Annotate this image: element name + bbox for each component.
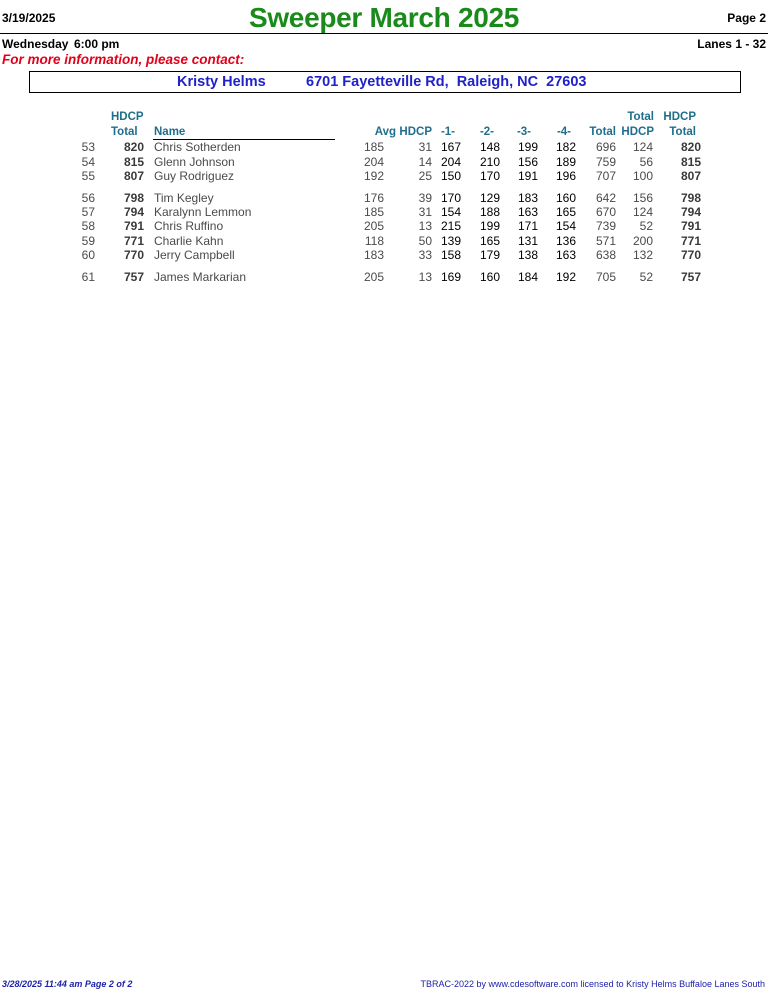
cell-avg: 205 — [363, 219, 384, 233]
cell-game-3: 163 — [517, 205, 538, 219]
cell-hdcp-total: 771 — [123, 234, 144, 248]
cell-bowler-name: Karalynn Lemmon — [154, 205, 252, 219]
cell-game-4: 182 — [555, 140, 576, 154]
cell-game-3: 138 — [517, 248, 538, 262]
cell-place: 60 — [81, 248, 95, 262]
footer-print-info: 3/28/2025 11:44 am Page 2 of 2 — [2, 979, 133, 989]
cell-game-1: 154 — [440, 205, 461, 219]
cell-place: 59 — [81, 234, 95, 248]
cell-avg: 185 — [363, 140, 384, 154]
cell-hdcp-total: 815 — [123, 155, 144, 169]
cell-total: 638 — [595, 248, 616, 262]
cell-place: 54 — [81, 155, 95, 169]
col-hdcp-total2-bottom: Total — [669, 126, 696, 138]
cell-final-total: 815 — [680, 155, 701, 169]
cell-game-3: 131 — [517, 234, 538, 248]
cell-total-hdcp: 124 — [632, 140, 653, 154]
cell-place: 58 — [81, 219, 95, 233]
cell-place: 57 — [81, 205, 95, 219]
cell-avg: 176 — [363, 191, 384, 205]
cell-total: 642 — [595, 191, 616, 205]
cell-game-4: 163 — [555, 248, 576, 262]
cell-game-3: 156 — [517, 155, 538, 169]
lanes-range: Lanes 1 - 32 — [697, 37, 766, 51]
cell-final-total: 794 — [680, 205, 701, 219]
cell-game-2: 160 — [479, 270, 500, 284]
cell-game-4: 189 — [555, 155, 576, 169]
cell-place: 53 — [81, 140, 95, 154]
cell-hdcp: 50 — [418, 234, 432, 248]
event-time: 6:00 pm — [74, 37, 120, 51]
event-day: Wednesday — [2, 37, 69, 51]
cell-total-hdcp: 156 — [632, 191, 653, 205]
cell-game-4: 154 — [555, 219, 576, 233]
col-name: Name — [154, 126, 186, 138]
cell-game-1: 169 — [440, 270, 461, 284]
cell-bowler-name: Jerry Campbell — [154, 248, 235, 262]
cell-game-1: 167 — [440, 140, 461, 154]
cell-bowler-name: Chris Sotherden — [154, 140, 241, 154]
cell-bowler-name: Charlie Kahn — [154, 234, 224, 248]
cell-game-2: 170 — [479, 169, 500, 183]
cell-final-total: 791 — [680, 219, 701, 233]
cell-game-1: 204 — [440, 155, 461, 169]
cell-hdcp: 13 — [418, 219, 432, 233]
cell-hdcp-total: 791 — [123, 219, 144, 233]
report-date: 3/19/2025 — [2, 11, 56, 25]
cell-total-hdcp: 124 — [632, 205, 653, 219]
cell-game-4: 165 — [555, 205, 576, 219]
cell-game-1: 170 — [440, 191, 461, 205]
cell-place: 55 — [81, 169, 95, 183]
cell-game-1: 150 — [440, 169, 461, 183]
page-number: Page 2 — [727, 11, 766, 25]
cell-game-1: 139 — [440, 234, 461, 248]
header-rule — [0, 33, 768, 34]
cell-total-hdcp: 52 — [639, 219, 653, 233]
col-game-2: -2- — [479, 126, 494, 138]
contact-label: For more information, please contact: — [2, 52, 245, 67]
cell-hdcp-total: 798 — [123, 191, 144, 205]
contact-name: Kristy Helms — [177, 74, 266, 90]
cell-total: 707 — [595, 169, 616, 183]
cell-hdcp: 33 — [418, 248, 432, 262]
cell-game-2: 210 — [479, 155, 500, 169]
cell-total: 705 — [595, 270, 616, 284]
cell-avg: 204 — [363, 155, 384, 169]
cell-final-total: 757 — [680, 270, 701, 284]
cell-avg: 183 — [363, 248, 384, 262]
cell-game-3: 199 — [517, 140, 538, 154]
col-hdcp: HDCP — [399, 126, 432, 138]
col-hdcp-total-bottom: Total — [111, 126, 138, 138]
cell-bowler-name: Glenn Johnson — [154, 155, 235, 169]
cell-game-2: 165 — [479, 234, 500, 248]
cell-total-hdcp: 100 — [632, 169, 653, 183]
cell-avg: 205 — [363, 270, 384, 284]
cell-game-3: 183 — [517, 191, 538, 205]
cell-hdcp-total: 820 — [123, 140, 144, 154]
cell-final-total: 798 — [680, 191, 701, 205]
cell-total-hdcp: 200 — [632, 234, 653, 248]
cell-bowler-name: James Markarian — [154, 270, 247, 284]
cell-game-3: 171 — [517, 219, 538, 233]
cell-hdcp-total: 757 — [123, 270, 144, 284]
footer-license: TBRAC-2022 by www.cdesoftware.com licensed to Kristy Helms Buffaloe Lanes South — [420, 979, 765, 989]
cell-total-hdcp: 132 — [632, 248, 653, 262]
cell-total: 571 — [595, 234, 616, 248]
col-hdcp-total2-top: HDCP — [663, 111, 696, 123]
cell-bowler-name: Guy Rodriguez — [154, 169, 235, 183]
contact-address: 6701 Fayetteville Rd, Raleigh, NC 27603 — [306, 74, 587, 90]
cell-total: 696 — [595, 140, 616, 154]
cell-final-total: 807 — [680, 169, 701, 183]
cell-game-4: 136 — [555, 234, 576, 248]
cell-avg: 192 — [363, 169, 384, 183]
cell-avg: 185 — [363, 205, 384, 219]
cell-game-2: 148 — [479, 140, 500, 154]
cell-place: 56 — [81, 191, 95, 205]
cell-game-2: 179 — [479, 248, 500, 262]
cell-game-3: 184 — [517, 270, 538, 284]
cell-game-2: 188 — [479, 205, 500, 219]
col-total-hdcp-bottom: HDCP — [621, 126, 654, 138]
cell-total-hdcp: 56 — [639, 155, 653, 169]
cell-game-2: 199 — [479, 219, 500, 233]
cell-hdcp: 13 — [418, 270, 432, 284]
cell-hdcp-total: 794 — [123, 205, 144, 219]
col-total-hdcp-top: Total — [627, 111, 654, 123]
cell-bowler-name: Chris Ruffino — [154, 219, 224, 233]
col-game-3: -3- — [516, 126, 531, 138]
cell-final-total: 820 — [680, 140, 701, 154]
cell-game-3: 191 — [517, 169, 538, 183]
cell-game-1: 158 — [440, 248, 461, 262]
cell-hdcp-total: 807 — [123, 169, 144, 183]
page-title: Sweeper March 2025 — [248, 2, 520, 33]
col-total: Total — [589, 126, 616, 138]
cell-game-4: 196 — [555, 169, 576, 183]
col-game-4: -4- — [556, 126, 571, 138]
cell-total-hdcp: 52 — [639, 270, 653, 284]
cell-game-4: 160 — [555, 191, 576, 205]
cell-hdcp: 25 — [418, 169, 432, 183]
cell-total: 759 — [595, 155, 616, 169]
cell-game-1: 215 — [440, 219, 461, 233]
cell-hdcp: 31 — [418, 140, 432, 154]
cell-hdcp-total: 770 — [123, 248, 144, 262]
cell-total: 739 — [595, 219, 616, 233]
cell-avg: 118 — [364, 234, 384, 248]
col-hdcp-total-top: HDCP — [111, 111, 144, 123]
col-game-1: -1- — [440, 126, 455, 138]
cell-hdcp: 39 — [418, 191, 432, 205]
cell-total: 670 — [595, 205, 616, 219]
cell-bowler-name: Tim Kegley — [154, 191, 214, 205]
cell-game-4: 192 — [555, 270, 576, 284]
cell-game-2: 129 — [479, 191, 500, 205]
col-avg: Avg — [374, 126, 396, 138]
cell-place: 61 — [81, 270, 95, 284]
cell-final-total: 770 — [680, 248, 701, 262]
cell-hdcp: 31 — [418, 205, 432, 219]
cell-hdcp: 14 — [418, 155, 432, 169]
cell-final-total: 771 — [680, 234, 701, 248]
